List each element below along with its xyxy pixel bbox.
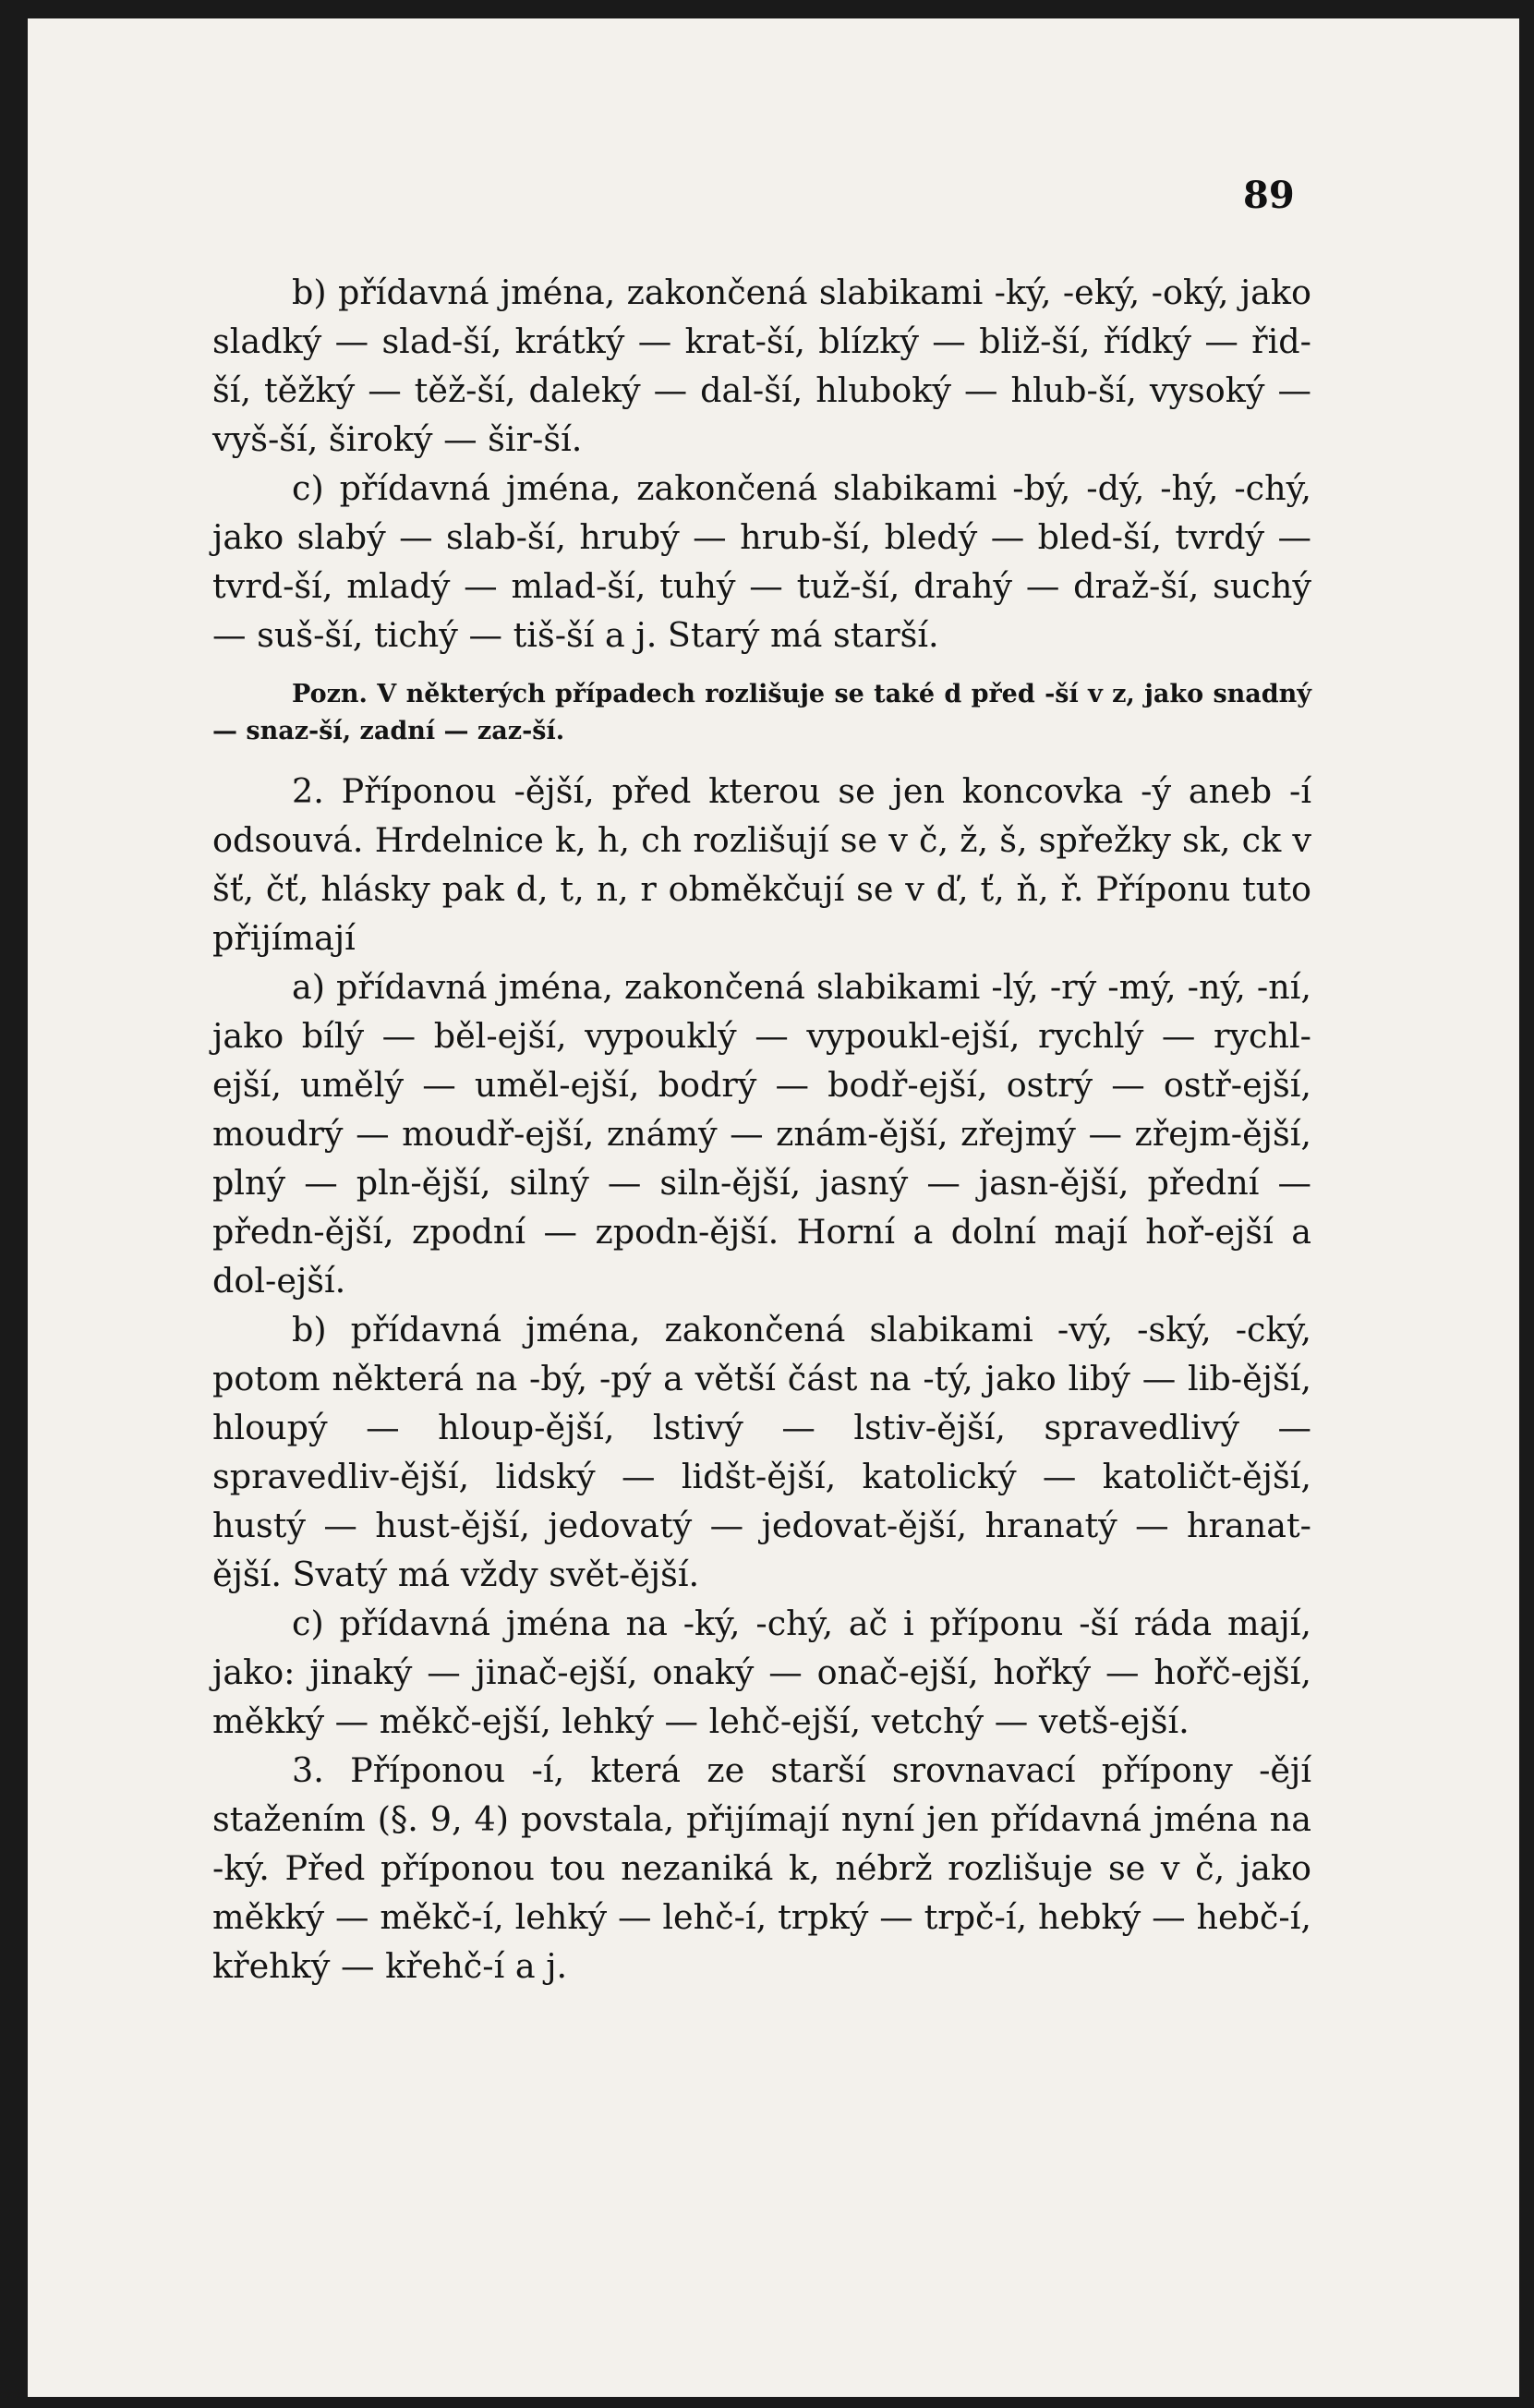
page-number: 89 [1243,174,1295,217]
footnote-pozn: Pozn. V některých případech rozlišuje se také d před -ší v z, jako snadný — snaz-ší, zadní — zaz-ší. [212,680,1311,745]
paragraph-2a: a) přídavná jména, zakončená slabikami -lý, -rý -mý, -ný, -ní, jako bílý — běl-ejší, vypouklý — vypoukl-ejší, rychlý — rychl-ejší, umělý — uměl-ejší, bodrý — bodř-ejší, ostrý — ostř-ejší, moudrý — moudř-ejší, známý — znám-ější, zřejmý — zřejm-ější, plný — pln-ější, silný — siln-ější, jasný — jasn-ější, přední — předn-ější, zpodní — zpodn-ější. Horní a dolní mají hoř-ejší a dol-ejší. [212,967,1311,1301]
paragraph-2: 2. Příponou -ější, před kterou se jen koncovka -ý aneb -í odsouvá. Hrdelnice k, h, ch rozlišují se v č, ž, š, spřežky sk, ck v šť, čť, hlásky pak d, t, n, r obměkčují se v ď, ť, ň, ř. Příponu tuto přijímají [212,771,1311,958]
paragraph-2b: b) přídavná jména, zakončená slabikami -vý, -ský, -cký, potom některá na -bý, -pý a větší část na -tý, jako libý — lib-ější, hloupý — hloup-ější, lstivý — lstiv-ější, spravedlivý — spravedliv-ější, lidský — lidšt-ější, katolický — katoličt-ější, hustý — hust-ější, jedovatý — jedovat-ější, hranatý — hranat-ější. Svatý má vždy svět-ější. [212,1310,1311,1594]
page-body [212,268,1311,1991]
paragraph-3: 3. Příponou -í, která ze starší srovnavací přípony -ějí stažením (§. 9, 4) povstala, přijímají nyní jen přídavná jména na -ký. Před příponou tou nezaniká k, nébrž rozlišuje se v č, jako měkký — měkč-í, lehký — lehč-í, trpký — trpč-í, hebký — hebč-í, křehký — křehč-í a j. [212,1750,1311,1986]
book-page [28,18,1519,2397]
paragraph-1c: c) přídavná jména, zakončená slabikami -bý, -dý, -hý, -chý, jako slabý — slab-ší, hrubý — hrub-ší, bledý — bled-ší, tvrdý — tvrd-ší, mladý — mlad-ší, tuhý — tuž-ší, drahý — draž-ší, suchý — suš-ší, tichý — tiš-ší a j. Starý má starší. [212,468,1311,655]
paragraph-1b: b) přídavná jména, zakončená slabikami -ký, -eký, -oký, jako sladký — slad-ší, krátký — krat-ší, blízký — bliž-ší, řídký — řid-ší, těžký — těž-ší, daleký — dal-ší, hluboký — hlub-ší, vysoký — vyš-ší, široký — šir-ší. [212,272,1311,459]
paragraph-2c: c) přídavná jména na -ký, -chý, ač i příponu -ší ráda mají, jako: jinaký — jinač-ejší, onaký — onač-ejší, hořký — hořč-ejší, měkký — měkč-ejší, lehký — lehč-ejší, vetchý — vetš-ejší. [212,1603,1311,1741]
